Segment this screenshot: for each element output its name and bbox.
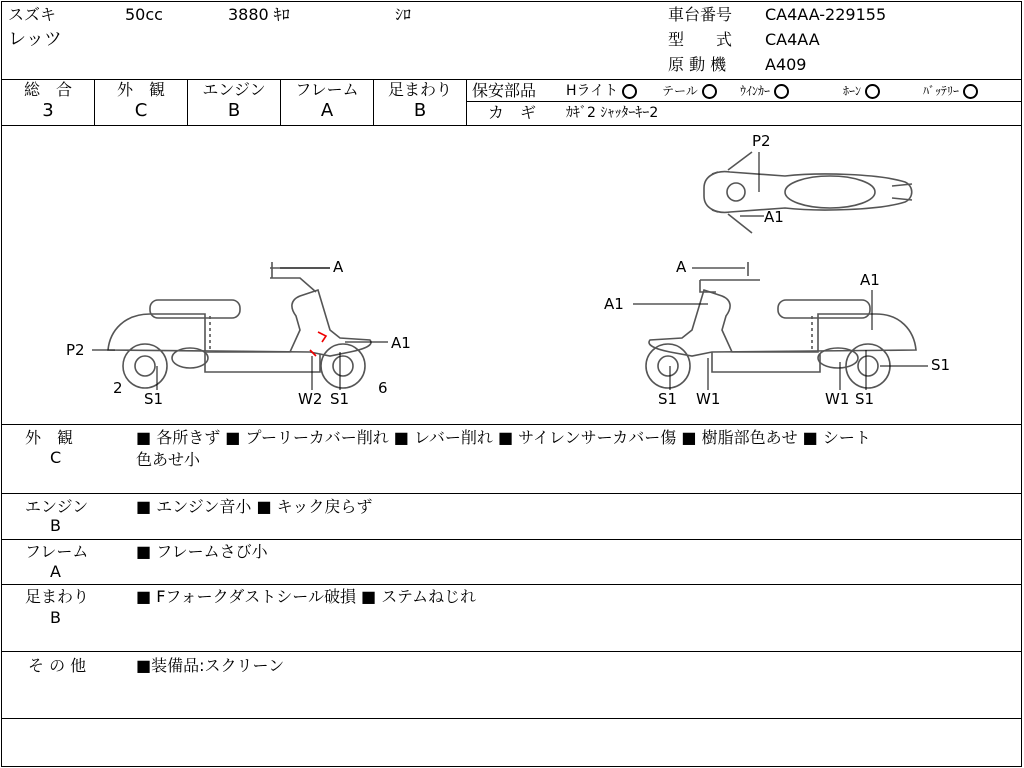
diagram-label: A1 (391, 334, 411, 352)
diagram-label: A1 (604, 295, 624, 313)
ok-circle-icon (774, 84, 789, 99)
diagram-label: S1 (144, 390, 164, 408)
remark-category-frame: フレーム (25, 542, 89, 561)
ok-circle-icon (622, 84, 637, 99)
diagram-label: A1 (860, 271, 880, 289)
model-type-value: CA4AA (765, 30, 820, 49)
remark-text-engine: ■ エンジン音小 ■ キック戻らず (136, 497, 373, 516)
grade-label-engine: エンジン (202, 80, 266, 99)
remark-text-other: ■装備品:スクリーン (136, 656, 285, 675)
ok-circle-icon (963, 84, 978, 99)
key-label: カ ギ (488, 103, 537, 122)
remark-grade-engine: B (50, 516, 61, 535)
scooter-left-view (108, 262, 371, 388)
model-type-label: 型 式 (668, 30, 733, 49)
grade-label-suspension: 足まわり (387, 80, 452, 99)
ok-circle-icon (702, 84, 717, 99)
color: ｼﾛ (395, 5, 412, 24)
divider (1, 493, 1022, 494)
diagram-label: S1 (855, 390, 875, 408)
safety-item-horn: ﾎｰﾝ (843, 81, 880, 101)
remark-text-exterior: 色あせ小 (136, 450, 201, 469)
diagram-label: S1 (658, 390, 678, 408)
divider (1, 424, 1022, 425)
diagram-label: W1 (825, 390, 850, 408)
grade-label-frame: フレーム (295, 80, 359, 99)
safety-parts-label: 保安部品 (472, 81, 537, 100)
grade-value-suspension: B (413, 100, 427, 121)
remark-text-frame: ■ フレームさび小 (136, 542, 268, 561)
ok-circle-icon (865, 84, 880, 99)
diagram-label: W1 (696, 390, 721, 408)
diagram-label: S1 (931, 356, 951, 374)
remark-grade-frame: A (50, 562, 61, 581)
remark-text-exterior: ■ 各所きず ■ プーリーカバー削れ ■ レバー削れ ■ サイレンサーカバー傷 ■ 樹脂部色あせ ■ シート (136, 428, 871, 447)
remark-category-other: そ の 他 (28, 656, 87, 675)
safety-item-headlight: Hライト (566, 81, 637, 101)
divider (94, 79, 95, 126)
remark-category-exterior: 外 観 (25, 428, 74, 447)
frame-number-value: CA4AA-229155 (765, 5, 887, 24)
divider (466, 79, 467, 126)
grade-value-overall: 3 (42, 100, 54, 121)
grade-label-exterior: 外 観 (116, 80, 165, 99)
diagram-label: P2 (752, 132, 771, 150)
maker: スズキ (8, 5, 57, 24)
displacement: 50cc (125, 5, 163, 24)
damage-diagram (0, 126, 1024, 424)
key-value: ｶｷﾞ2 ｼｬｯﾀｰｷｰ2 (566, 105, 659, 121)
diagram-label: A (676, 258, 687, 276)
remark-text-suspension: ■ Fフォークダストシール破損 ■ ステムねじれ (136, 587, 477, 606)
grade-value-frame: A (320, 100, 334, 121)
diagram-label: S1 (330, 390, 350, 408)
mileage: 3880 ｷﾛ (228, 5, 290, 24)
model-name: レッツ (8, 29, 62, 50)
divider (1, 718, 1022, 719)
divider (466, 101, 1022, 102)
grade-value-exterior: C (134, 100, 148, 121)
damage-mark (310, 332, 326, 356)
diagram-label: W2 (298, 390, 323, 408)
engine-model-value: A409 (765, 55, 807, 74)
divider (373, 79, 374, 126)
engine-model-label: 原 動 機 (668, 55, 727, 74)
scooter-top-view (704, 152, 912, 233)
safety-item-battery: ﾊﾞｯﾃﾘｰ (923, 81, 978, 101)
diagram-label: 2 (113, 379, 123, 397)
diagram-label: 6 (378, 379, 388, 397)
remark-grade-exterior: C (50, 448, 62, 467)
diagram-label: P2 (66, 341, 85, 359)
divider (280, 79, 281, 126)
divider (1, 539, 1022, 540)
diagram-label: A1 (764, 208, 784, 226)
divider (187, 79, 188, 126)
remark-category-suspension: 足まわり (25, 587, 90, 606)
remark-grade-suspension: B (50, 608, 61, 627)
frame-number-label: 車台番号 (668, 5, 733, 24)
diagram-label: A (333, 258, 344, 276)
remark-category-engine: エンジン (25, 497, 89, 516)
grade-label-overall: 総 合 (23, 80, 72, 99)
divider (1, 584, 1022, 585)
safety-item-tail: テール (662, 81, 717, 101)
divider (1, 651, 1022, 652)
safety-item-winker: ｳｲﾝｶｰ (740, 81, 789, 101)
grade-value-engine: B (227, 100, 241, 121)
